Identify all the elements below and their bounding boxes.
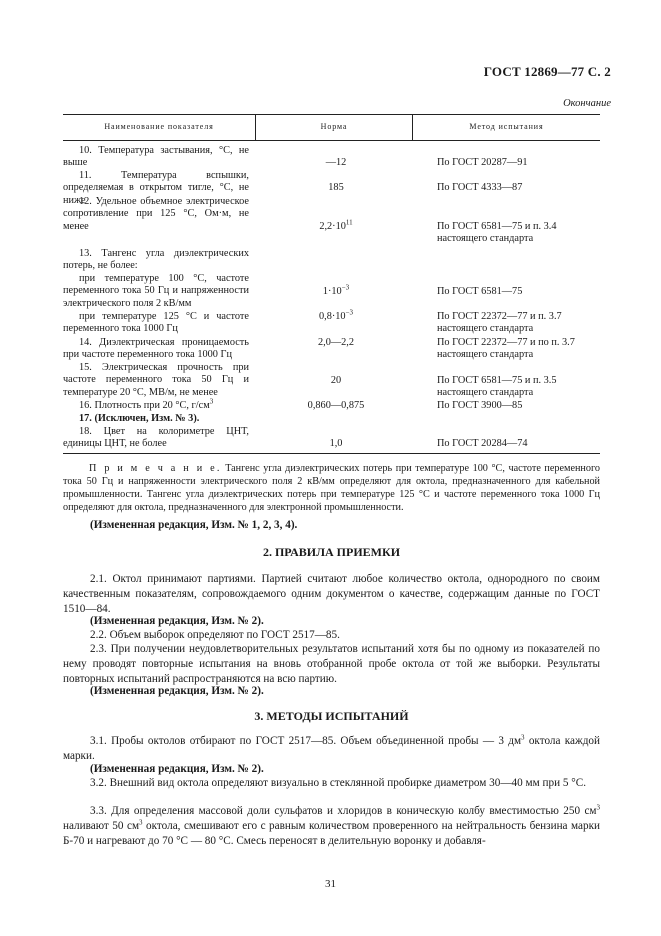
table-top-rule bbox=[63, 114, 600, 115]
table-header-name: Наименование показателя bbox=[104, 122, 214, 131]
table-cell-name: 15. Электрическая прочность при частоте переменного тока 50 Гц и температуре 20 °С, МВ/м, не менее bbox=[63, 362, 249, 398]
text-run: октола, смешивают его с равным количеством проверенного на нейтральность бензина марки Б-70 и нагревают до 70 °С — 80 °С. Смесь переносят в делительную воронку и добавля- bbox=[63, 819, 600, 847]
paragraph: 3.2. Внешний вид октола определяют визуально в стеклянной пробирке диаметром 30—40 мм при 5 °С. bbox=[90, 777, 586, 789]
norm-value: 2,2·10 bbox=[319, 221, 346, 232]
table-cell-name: 10. Температура застывания, °C, не выше bbox=[63, 145, 249, 169]
table-cell-method: По ГОСТ 6581—75 bbox=[437, 286, 523, 297]
amendment-note: (Измененная редакция, Изм. № 2). bbox=[90, 615, 264, 627]
norm-exponent: −3 bbox=[345, 308, 354, 317]
table-cell-name: при температуре 100 °С, частоте переменного тока 50 Гц и напряженности электрического поля 2 кВ/мм bbox=[63, 273, 249, 309]
superscript: 3 bbox=[521, 733, 525, 742]
table-cell-method: По ГОСТ 20284—74 bbox=[437, 438, 528, 449]
table-cell-method: По ГОСТ 6581—75 и п. 3.5 настоящего стандарта bbox=[437, 375, 557, 399]
table-cell-norm: —12 bbox=[325, 157, 347, 168]
table-note bbox=[63, 462, 600, 514]
section-title: 3. МЕТОДЫ ИСПЫТАНИЙ bbox=[254, 709, 409, 723]
table-cell-method: По ГОСТ 22372—77 и по п. 3.7 настоящего стандарта bbox=[437, 337, 575, 361]
amendment-note: (Измененная редакция, Изм. № 2). bbox=[90, 763, 264, 775]
table-cell-name bbox=[63, 397, 249, 412]
table-header-norm: Норма bbox=[320, 122, 348, 131]
table-header-method: Метод испытания bbox=[469, 122, 544, 131]
table-cell-norm: 20 bbox=[330, 375, 342, 386]
norm-value: 0,8·10 bbox=[318, 311, 346, 322]
table-cell-method: По ГОСТ 4333—87 bbox=[437, 182, 523, 193]
table-cell-norm bbox=[271, 218, 401, 233]
paragraph bbox=[63, 804, 600, 848]
paragraph: 2.1. Октол принимают партиями. Партией считают любое количество октола, однородного по своим качественным показателям, сопровождаемого одним документом о качестве, содержащим данные по ГОСТ 1510—84. bbox=[63, 573, 600, 615]
page-number: 31 bbox=[325, 878, 336, 890]
table-header-rule bbox=[63, 140, 600, 141]
text-run: октола каждой марки. bbox=[63, 735, 600, 762]
name-exponent: 3 bbox=[209, 397, 214, 406]
table-cell-norm: 1,0 bbox=[329, 438, 343, 449]
table-cell-norm bbox=[271, 308, 401, 323]
table-cell-name: 18. Цвет на колориметре ЦНТ, единицы ЦНТ, не более bbox=[63, 426, 249, 450]
table-cell-name: 14. Диэлектрическая проницаемость при частоте переменного тока 1000 Гц bbox=[63, 337, 249, 361]
section-title: 2. ПРАВИЛА ПРИЕМКИ bbox=[262, 545, 401, 559]
paragraph bbox=[63, 734, 600, 764]
norm-value: 1·10 bbox=[322, 286, 342, 297]
amendment-note: (Измененная редакция, Изм. № 2). bbox=[90, 685, 264, 697]
text-run: наливают 50 см bbox=[63, 819, 140, 832]
table-cell-norm bbox=[271, 283, 401, 298]
superscript: 3 bbox=[139, 818, 143, 827]
table-continuation-label: Окончание bbox=[563, 98, 611, 109]
table-cell-name: при температуре 125 °С и частоте переменного тока 1000 Гц bbox=[63, 311, 249, 335]
table-cell-method: По ГОСТ 6581—75 и п. 3.4 настоящего стандарта bbox=[437, 221, 557, 245]
table-cell-norm: 2,0—2,2 bbox=[317, 337, 355, 348]
table-cell-name: 11. Температура вспышки, определяемая в открытом тигле, °С, не ниже bbox=[63, 170, 249, 206]
amendment-note: (Измененная редакция, Изм. № 1, 2, 3, 4). bbox=[90, 519, 298, 531]
table-cell-name: 13. Тангенс угла диэлектрических потерь, не более: bbox=[63, 248, 249, 272]
note-label: П р и м е ч а н и е. bbox=[89, 463, 222, 474]
table-cell-method: По ГОСТ 22372—77 и п. 3.7 настоящего стандарта bbox=[437, 311, 562, 335]
superscript: 3 bbox=[596, 803, 600, 812]
norm-exponent: 11 bbox=[345, 218, 353, 227]
text-run: 3.3. Для определения массовой доли сульфатов и хлоридов в коническую колбу вместимостью 250 см bbox=[90, 805, 597, 817]
paragraph: 2.3. При получении неудовлетворительных результатов испытаний хотя бы по одному из показателей по нему проводят повторные испытания на вновь отобранной пробе октола от той же выборки. Результаты повторных испытаний распространяются на всю партию. bbox=[63, 643, 600, 685]
table-cell-norm: 0,860—0,875 bbox=[307, 400, 365, 411]
document-header-title: ГОСТ 12869—77 С. 2 bbox=[483, 64, 611, 79]
note-text: Тангенс угла диэлектрических потерь при температуре 100 °С, частоте переменного тока 50 Гц и напряженности электрического поля 2 кВ/мм определяют для октола, предназначенного для кабельной промышленности. Тангенс угла диэлектрических потерь при температуре 125 °С и частоте переменного тока 1000 Гц определяют для октола, предназначенного для электронной промышленности. bbox=[63, 463, 601, 513]
text-run: 3.1. Пробы октолов отбирают по ГОСТ 2517—85. Объем объединенной пробы — 3 дм bbox=[90, 735, 522, 747]
paragraph: 2.2. Объем выборок определяют по ГОСТ 2517—85. bbox=[90, 629, 340, 641]
table-cell-name: 12. Удельное объемное электрическое сопротивление при 125 °С, Ом·м, не менее bbox=[63, 196, 249, 232]
name-text: 16. Плотность при 20 °С, г/см bbox=[79, 400, 210, 411]
table-cell-method: По ГОСТ 20287—91 bbox=[437, 157, 528, 168]
norm-exponent: −3 bbox=[341, 283, 350, 292]
table-cell-norm: 185 bbox=[328, 182, 344, 193]
table-cell-method: По ГОСТ 3900—85 bbox=[437, 400, 523, 411]
table-cell-name: 17. (Исключен, Изм. № 3). bbox=[79, 413, 200, 424]
table-bottom-rule bbox=[63, 453, 600, 454]
